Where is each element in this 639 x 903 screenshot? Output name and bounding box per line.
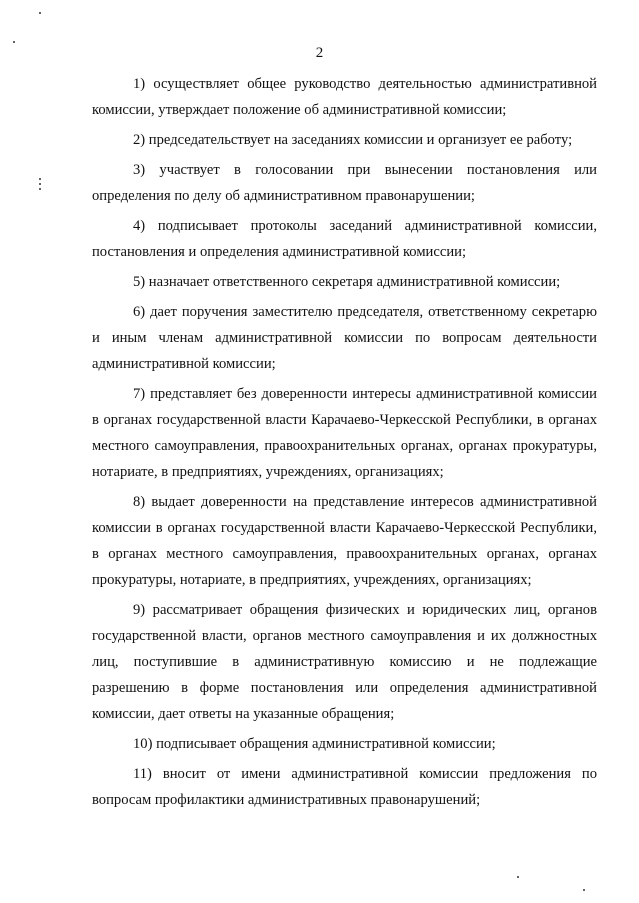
scan-speck (39, 178, 41, 180)
scan-speck (517, 876, 519, 878)
paragraph-3: 3) участвует в голосовании при вынесении постановления или определения по делу об административном правонарушении; (92, 162, 597, 204)
scan-speck (39, 183, 41, 185)
scan-speck (583, 889, 585, 891)
paragraph-8: 8) выдает доверенности на представление интересов административной комиссии в органах государственной власти Карачаево-Черкесской Республики, в органах местного самоуправления, правоохранительных органах, органах прокуратуры, нотариате, в предприятиях, учреждениях, организациях; (92, 494, 597, 588)
paragraph-9: 9) рассматривает обращения физических и юридических лиц, органов государственной власти, органов местного самоуправления и их должностных лиц, поступившие в административную комиссию и не подлежащие разрешению в форме постановления или определения административной комиссии, дает ответы на указанные обращения; (92, 602, 597, 722)
document-body (92, 71, 597, 817)
paragraph-1: 1) осуществляет общее руководство деятельностью административной комиссии, утверждает положение об административной комиссии; (92, 76, 597, 118)
page-number: 2 (315, 45, 324, 61)
scan-speck (13, 41, 15, 43)
paragraph-6: 6) дает поручения заместителю председателя, ответственному секретарю и иным членам административной комиссии по вопросам деятельности административной комиссии; (92, 304, 597, 372)
paragraph-2: 2) председательствует на заседаниях комиссии и организует ее работу; (133, 132, 573, 148)
paragraph-5: 5) назначает ответственного секретаря административной комиссии; (133, 274, 561, 290)
paragraph-7: 7) представляет без доверенности интересы административной комиссии в органах государственной власти Карачаево-Черкесской Республики, в органах местного самоуправления, правоохранительных органах, органах прокуратуры, нотариате, в предприятиях, учреждениях, организациях; (92, 386, 597, 480)
paragraph-10: 10) подписывает обращения административной комиссии; (133, 736, 496, 752)
paragraph-11: 11) вносит от имени административной комиссии предложения по вопросам профилактики административных правонарушений; (92, 766, 597, 808)
scan-speck (39, 188, 41, 190)
paragraph-4: 4) подписывает протоколы заседаний административной комиссии, постановления и определения административной комиссии; (92, 218, 597, 260)
scan-speck (39, 12, 41, 14)
